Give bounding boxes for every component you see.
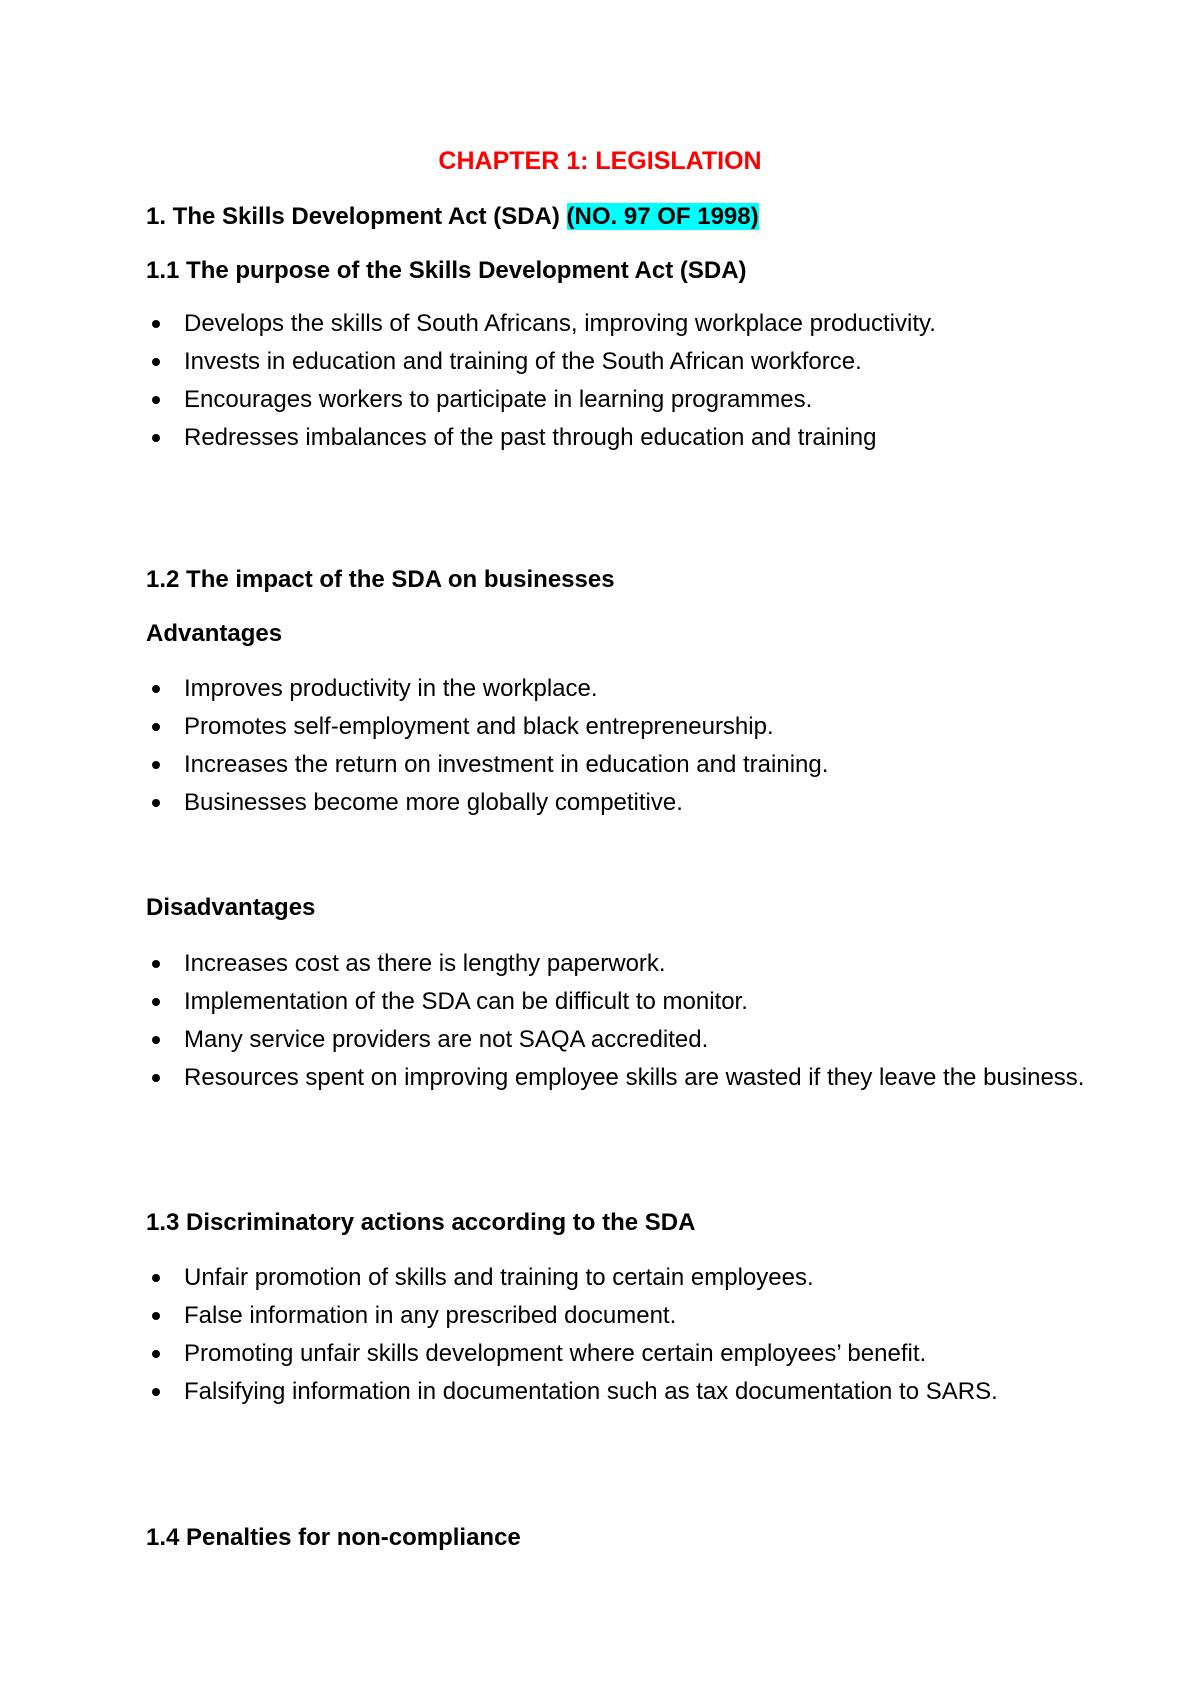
section-1-heading: [146, 202, 759, 232]
list-item: Increases cost as there is lengthy paperwork.: [146, 946, 1086, 982]
bullet-icon: [152, 1074, 160, 1082]
discriminatory-actions-list: [146, 1260, 1086, 1412]
list-item: Improves productivity in the workplace.: [146, 671, 1086, 707]
bullet-icon: [152, 1312, 160, 1320]
bullet-icon: [152, 685, 160, 693]
list-item: False information in any prescribed document.: [146, 1298, 1086, 1334]
list-item: Many service providers are not SAQA accredited.: [146, 1022, 1086, 1058]
bullet-icon: [152, 358, 160, 366]
bullet-icon: [152, 1388, 160, 1396]
bullet-icon: [152, 761, 160, 769]
list-item: Redresses imbalances of the past through education and training: [146, 420, 1086, 456]
section-1-1-heading: 1.1 The purpose of the Skills Development Act (SDA): [146, 257, 747, 284]
advantages-heading: Advantages: [146, 620, 283, 647]
section-1-2-heading: 1.2 The impact of the SDA on businesses: [146, 566, 615, 593]
list-item: Unfair promotion of skills and training to certain employees.: [146, 1260, 1086, 1296]
bullet-icon: [152, 960, 160, 968]
list-item: Falsifying information in documentation such as tax documentation to SARS.: [146, 1374, 1086, 1410]
bullet-icon: [152, 1036, 160, 1044]
bullet-icon: [152, 1350, 160, 1358]
bullet-icon: [152, 799, 160, 807]
bullet-icon: [152, 320, 160, 328]
disadvantages-heading: Disadvantages: [146, 894, 316, 921]
list-item: Invests in education and training of the South African workforce.: [146, 344, 1086, 380]
list-item: Increases the return on investment in education and training.: [146, 747, 1086, 783]
list-item: Encourages workers to participate in learning programmes.: [146, 382, 1086, 418]
list-item: Promoting unfair skills development where certain employees’ benefit.: [146, 1336, 1086, 1372]
list-item: Promotes self-employment and black entrepreneurship.: [146, 709, 1086, 745]
section-1-3-heading: 1.3 Discriminatory actions according to the SDA: [146, 1209, 696, 1236]
bullet-icon: [152, 998, 160, 1006]
act-number-highlight: (NO. 97 OF 1998): [566, 203, 759, 230]
chapter-title: CHAPTER 1: LEGISLATION: [438, 147, 762, 175]
bullet-icon: [152, 1274, 160, 1282]
purpose-list: [146, 306, 1086, 458]
bullet-icon: [152, 396, 160, 404]
bullet-icon: [152, 434, 160, 442]
advantages-list: [146, 671, 1086, 823]
list-item: Develops the skills of South Africans, improving workplace productivity.: [146, 306, 1086, 342]
list-item: Implementation of the SDA can be difficult to monitor.: [146, 984, 1086, 1020]
section-1-heading-text: 1. The Skills Development Act (SDA): [146, 203, 567, 230]
list-item: Businesses become more globally competitive.: [146, 785, 1086, 821]
bullet-icon: [152, 723, 160, 731]
section-1-4-heading: 1.4 Penalties for non-compliance: [146, 1524, 521, 1551]
disadvantages-list: [146, 946, 1086, 1098]
list-item: Resources spent on improving employee skills are wasted if they leave the business.: [146, 1060, 1086, 1096]
